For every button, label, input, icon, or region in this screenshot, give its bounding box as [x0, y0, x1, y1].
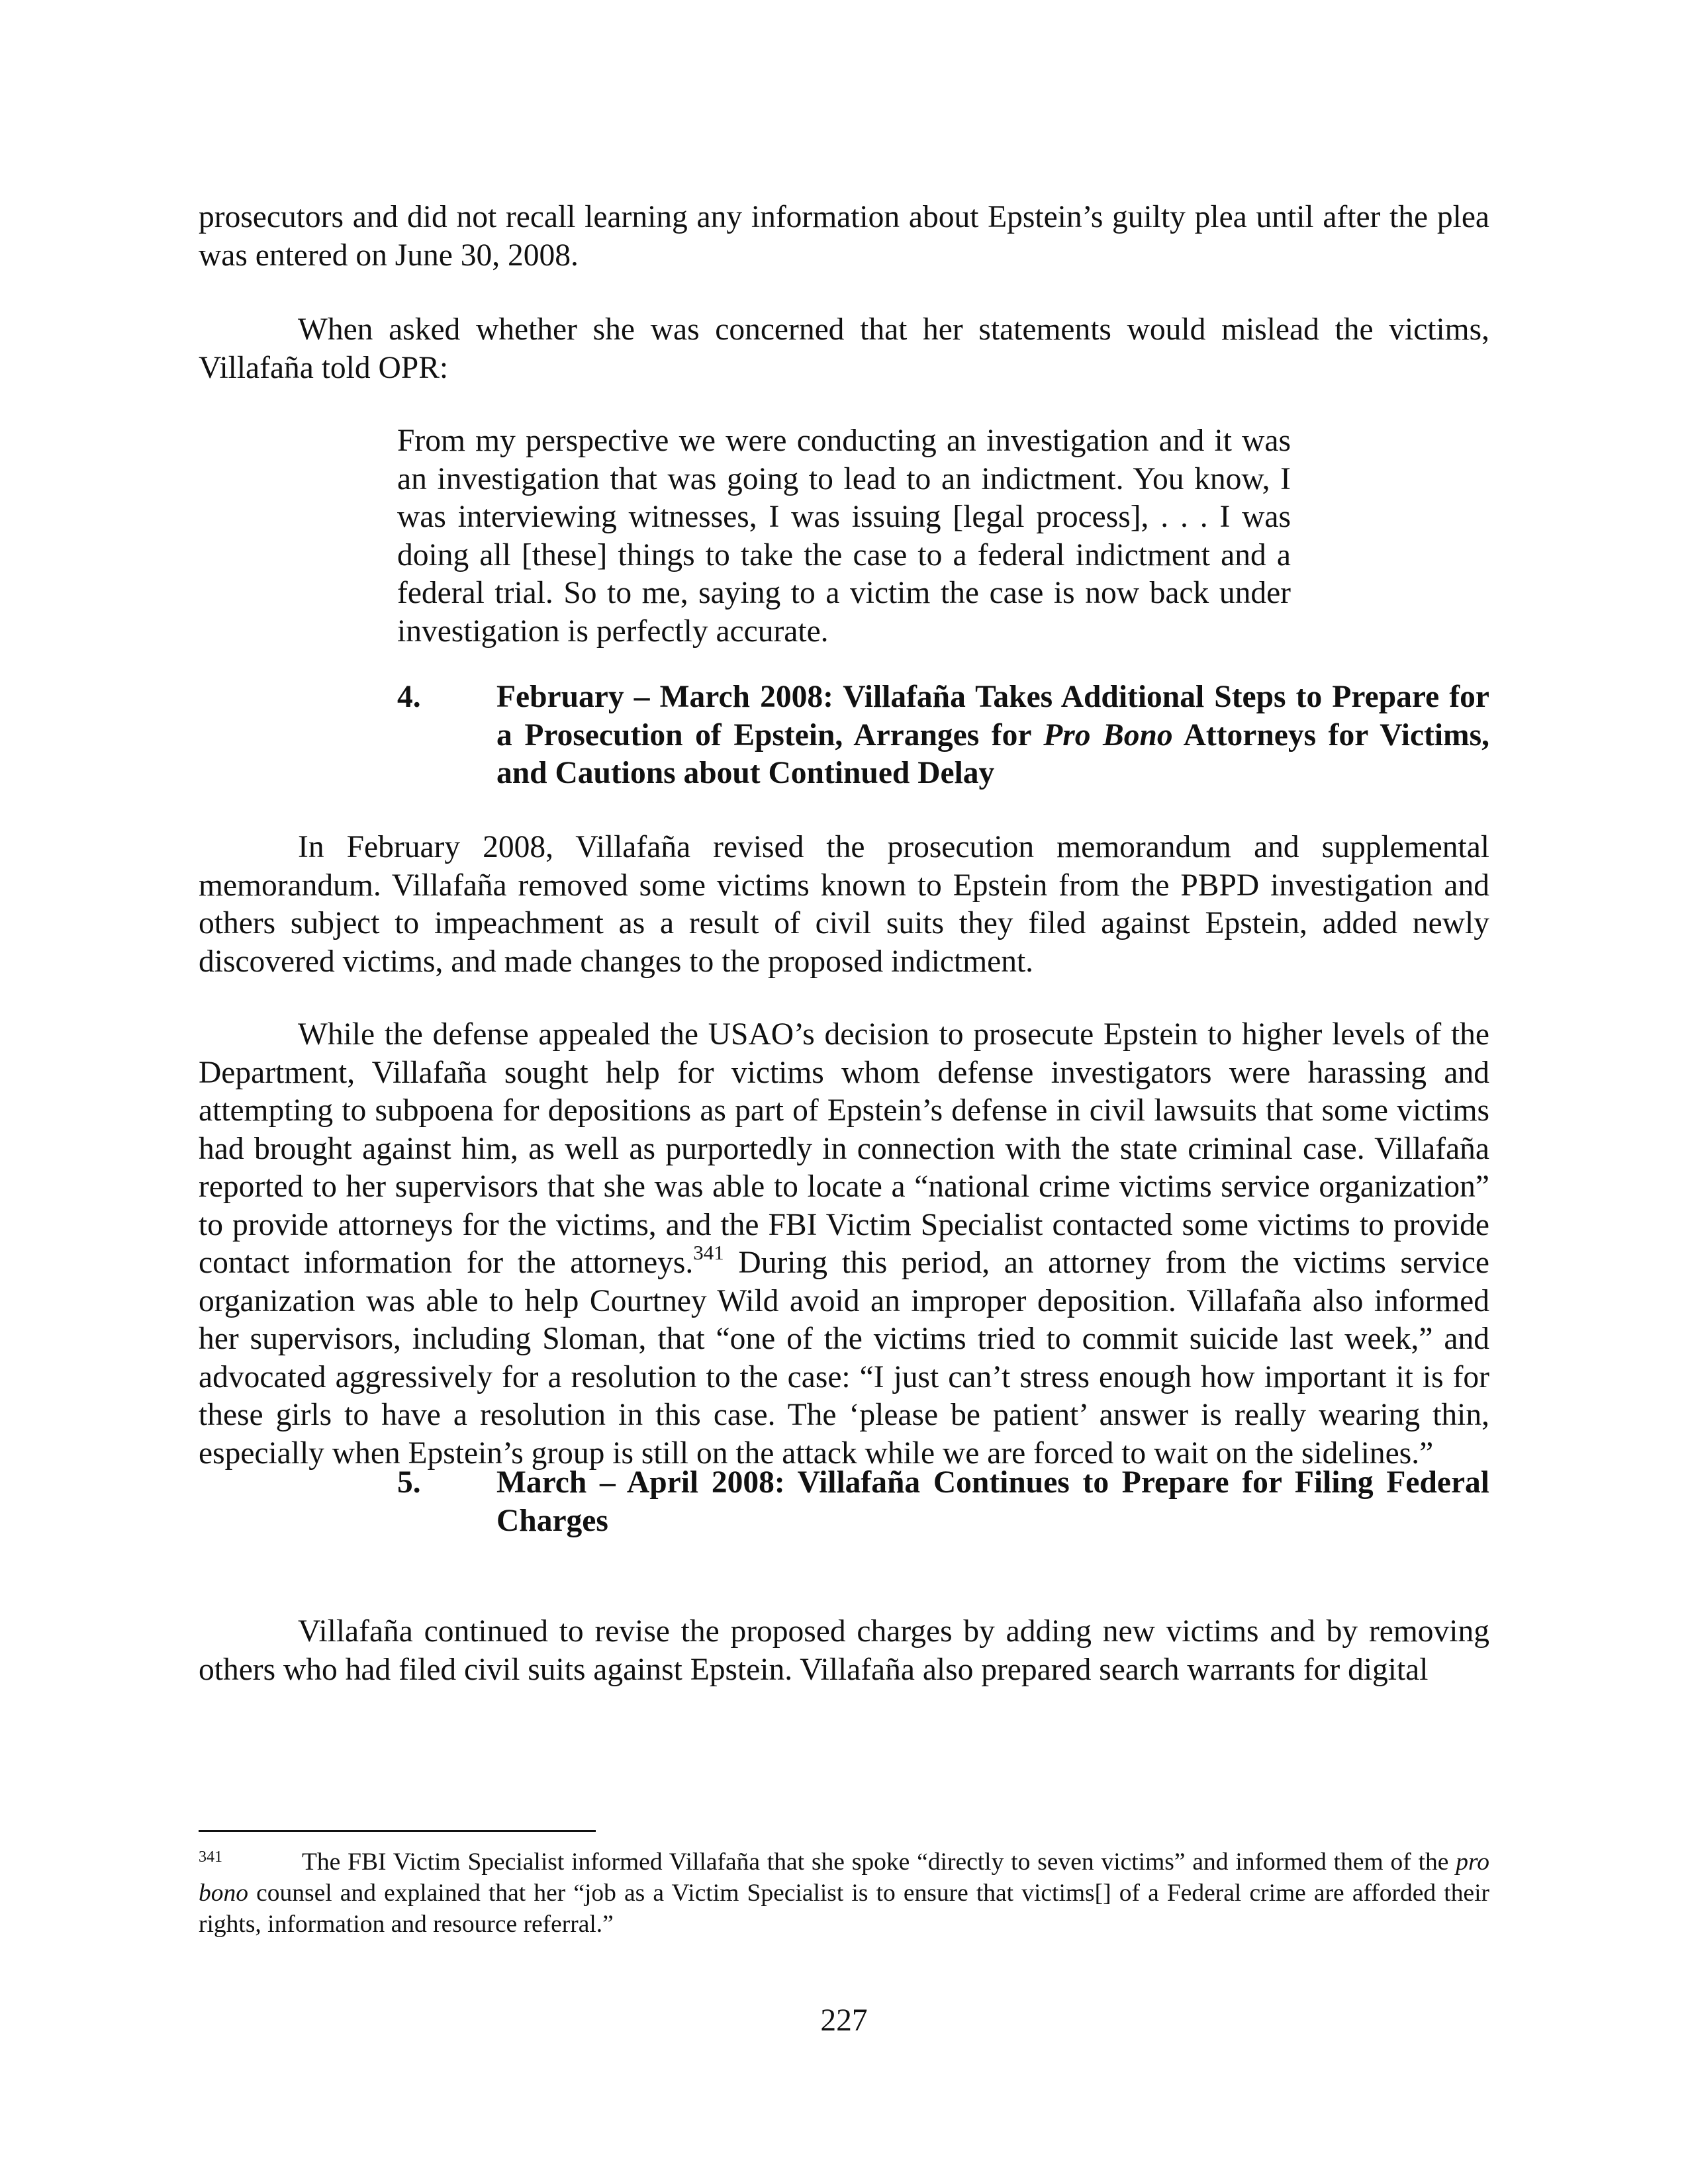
footnote-divider [199, 1830, 596, 1832]
section-heading-5 [397, 1464, 1489, 1540]
section-title: February – March 2008: Villafaña Takes Additional Steps to Prepare for a Prosecution of Epstein, Arranges for Pro Bono Attorneys for Victims, and Cautions about Continued Delay [496, 680, 1489, 790]
paragraph-continued-revisions: Villafaña continued to revise the proposed charges by adding new victims and by removing others who had filed civil suits against Epstein. Villafaña also prepared search warrants for digital [199, 1614, 1489, 1687]
paragraph-defense-appeal: While the defense appealed the USAO’s decision to prosecute Epstein to higher levels of the Department, Villafaña sought help for victims whom defense investigators were harassing and attempting to subpoena for depositions as part of Epstein’s defense in civil lawsuits that some victims had brought against him, as well as purportedly in connection with the state criminal case. Villafaña reported to her supervisors that she was able to locate a “national crime victims service organization” to provide attorneys for the victims, and the FBI Victim Specialist contacted some victims to provide contact information for the attorneys.$^{341}$ During this period, an attorney from the victims service organization was able to help Courtney Wild avoid an improper deposition. Villafaña also informed her supervisors, including Sloman, that “one of the victims tried to commit suicide last week,” and advocated aggressively for a resolution to the case: “I just can’t stress enough how important it is for these girls to have a resolution in this case. The ‘please be patient’ answer is really wearing thin, especially when Epstein’s group is still on the attack while we are forced to wait on the sidelines.” [199, 1017, 1489, 1471]
section-heading-4 [397, 678, 1489, 793]
paragraph-february-revisions: In February 2008, Villafaña revised the prosecution memorandum and supplemental memorandum. Villafaña removed some victims known to Epstein from the PBPD investigation and others subject to impeachment as a result of civil suits they filed against Epstein, added newly discovered victims, and made changes to the proposed indictment. [199, 830, 1489, 979]
paragraph-continued: prosecutors and did not recall learning any information about Epstein’s guilty plea until after the plea was entered on June 30, 2008. [199, 200, 1489, 273]
section-number: 4. [397, 680, 421, 714]
footnote-number: 341 [199, 1848, 222, 1866]
block-quote: From my perspective we were conducting an investigation and it was an investigation that was going to lead to an indictment. You know, I was interviewing witnesses, I was issuing [legal process], . . . I was doing all [these] things to take the case to a federal indictment and a federal trial. So to me, saying to a victim the case is now back under investigation is perfectly accurate. [397, 424, 1291, 649]
footnote-reference[interactable]: 341 [693, 1241, 724, 1264]
page-number: 227 [820, 2003, 868, 2038]
paragraph-opr-question: When asked whether she was concerned that her statements would mislead the victims, Villafaña told OPR: [199, 312, 1489, 385]
footnote: $^{341}$ The FBI Victim Specialist informed Villafaña that she spoke “directly to seven victims” and informed them of the pro bono counsel and explained that her “job as a Victim Specialist is to ensure that victims[] of a Federal crime are afforded their rights, information and resource referral.” [199, 1848, 1489, 1938]
section-title: March – April 2008: Villafaña Continues to Prepare for Filing Federal Charges [496, 1465, 1489, 1538]
section-number: 5. [397, 1465, 421, 1500]
